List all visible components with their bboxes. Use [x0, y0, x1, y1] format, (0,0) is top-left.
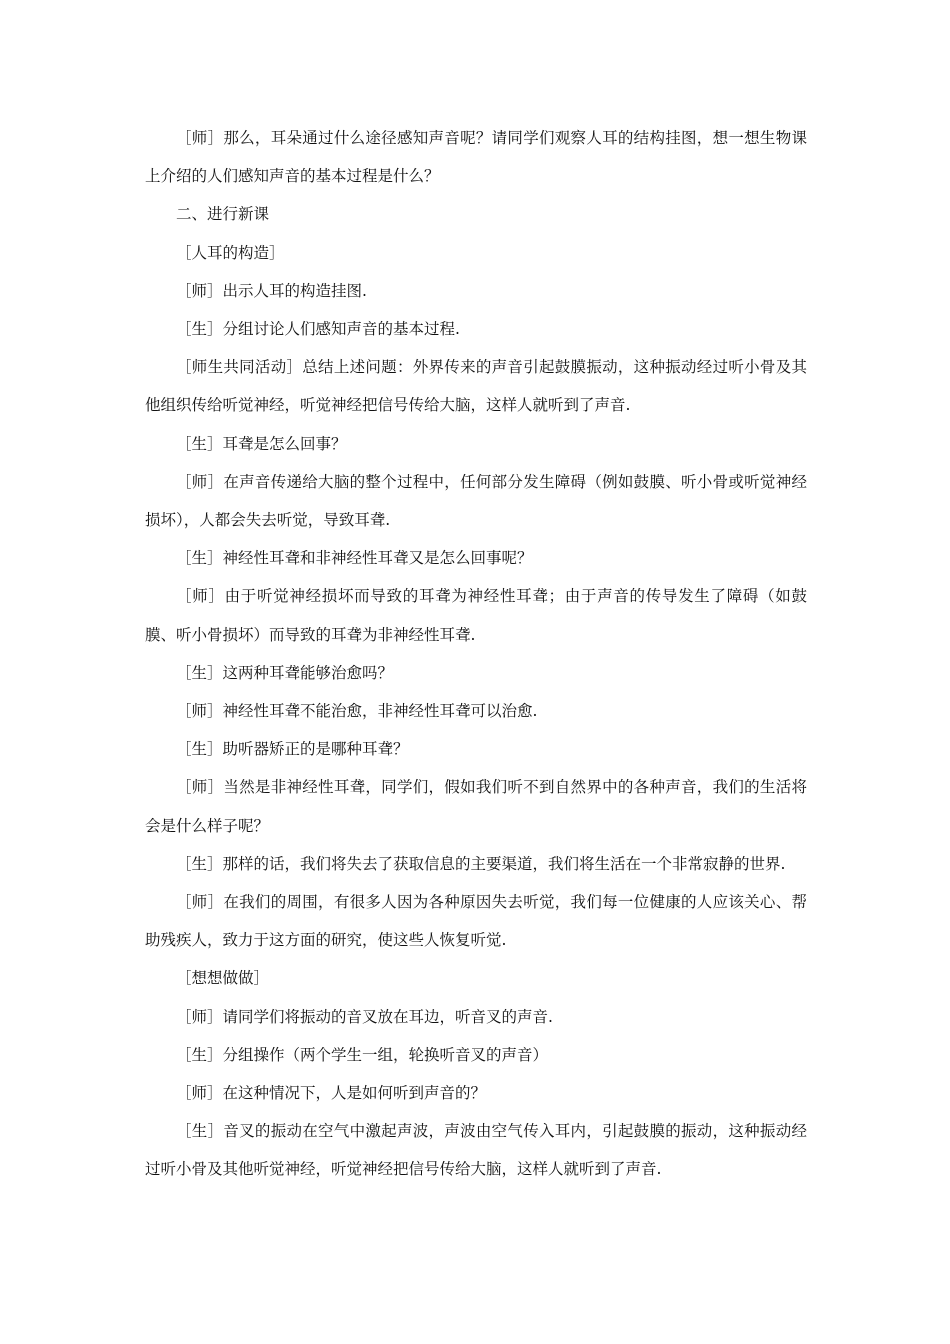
paragraph: ［师］当然是非神经性耳聋，同学们，假如我们听不到自然界中的各种声音，我们的生活将会是什么样子呢？	[145, 778, 807, 835]
paragraph: ［生］分组操作（两个学生一组，轮换听音叉的声音）	[176, 1045, 549, 1064]
paragraph: ［生］音叉的振动在空气中激起声波，声波由空气传入耳内，引起鼓膜的振动，这种振动经过听小骨及其他听觉神经，听觉神经把信号传给大脑，这样人就听到了声音.	[145, 1122, 807, 1179]
section-heading: 二、进行新课	[176, 205, 270, 224]
paragraph: ［师］神经性耳聋不能治愈，非神经性耳聋可以治愈.	[176, 702, 538, 721]
paragraph: ［生］助听器矫正的是哪种耳聋？	[176, 740, 409, 759]
paragraph: ［生］这两种耳聋能够治愈吗？	[176, 663, 394, 682]
paragraph: ［生］分组讨论人们感知声音的基本过程.	[176, 320, 460, 339]
paragraph: ［生］神经性耳聋和非神经性耳聋又是怎么回事呢？	[176, 549, 533, 568]
paragraph: ［生］那样的话，我们将失去了获取信息的主要渠道，我们将生活在一个非常寂静的世界.	[176, 854, 786, 873]
document-body	[145, 119, 807, 1189]
paragraph: ［师］请同学们将振动的音叉放在耳边，听音叉的声音.	[176, 1007, 553, 1026]
paragraph: ［师］在这种情况下，人是如何听到声音的？	[176, 1084, 487, 1103]
paragraph: ［师生共同活动］总结上述问题：外界传来的声音引起鼓膜振动，这种振动经过听小骨及其他组织传给听觉神经，听觉神经把信号传给大脑，这样人就听到了声音.	[145, 358, 807, 415]
paragraph: ［师］在我们的周围，有很多人因为各种原因失去听觉，我们每一位健康的人应该关心、帮助残疾人，致力于这方面的研究，使这些人恢复听觉.	[145, 893, 807, 950]
paragraph: ［师］那么，耳朵通过什么途径感知声音呢？请同学们观察人耳的结构挂图，想一想生物课上介绍的人们感知声音的基本过程是什么？	[145, 129, 807, 186]
subsection-heading: ［人耳的构造］	[176, 243, 285, 262]
paragraph: ［生］耳聋是怎么回事？	[176, 434, 347, 453]
paragraph: ［师］出示人耳的构造挂图.	[176, 281, 367, 300]
paragraph: ［师］在声音传递给大脑的整个过程中，任何部分发生障碍（例如鼓膜、听小骨或听觉神经损坏），人都会失去听觉，导致耳聋.	[145, 472, 807, 530]
subsection-heading: ［想想做做］	[176, 969, 270, 988]
paragraph: ［师］由于听觉神经损坏而导致的耳聋为神经性耳聋；由于声音的传导发生了障碍（如鼓膜、听小骨损坏）而导致的耳聋为非神经性耳聋.	[145, 587, 807, 644]
